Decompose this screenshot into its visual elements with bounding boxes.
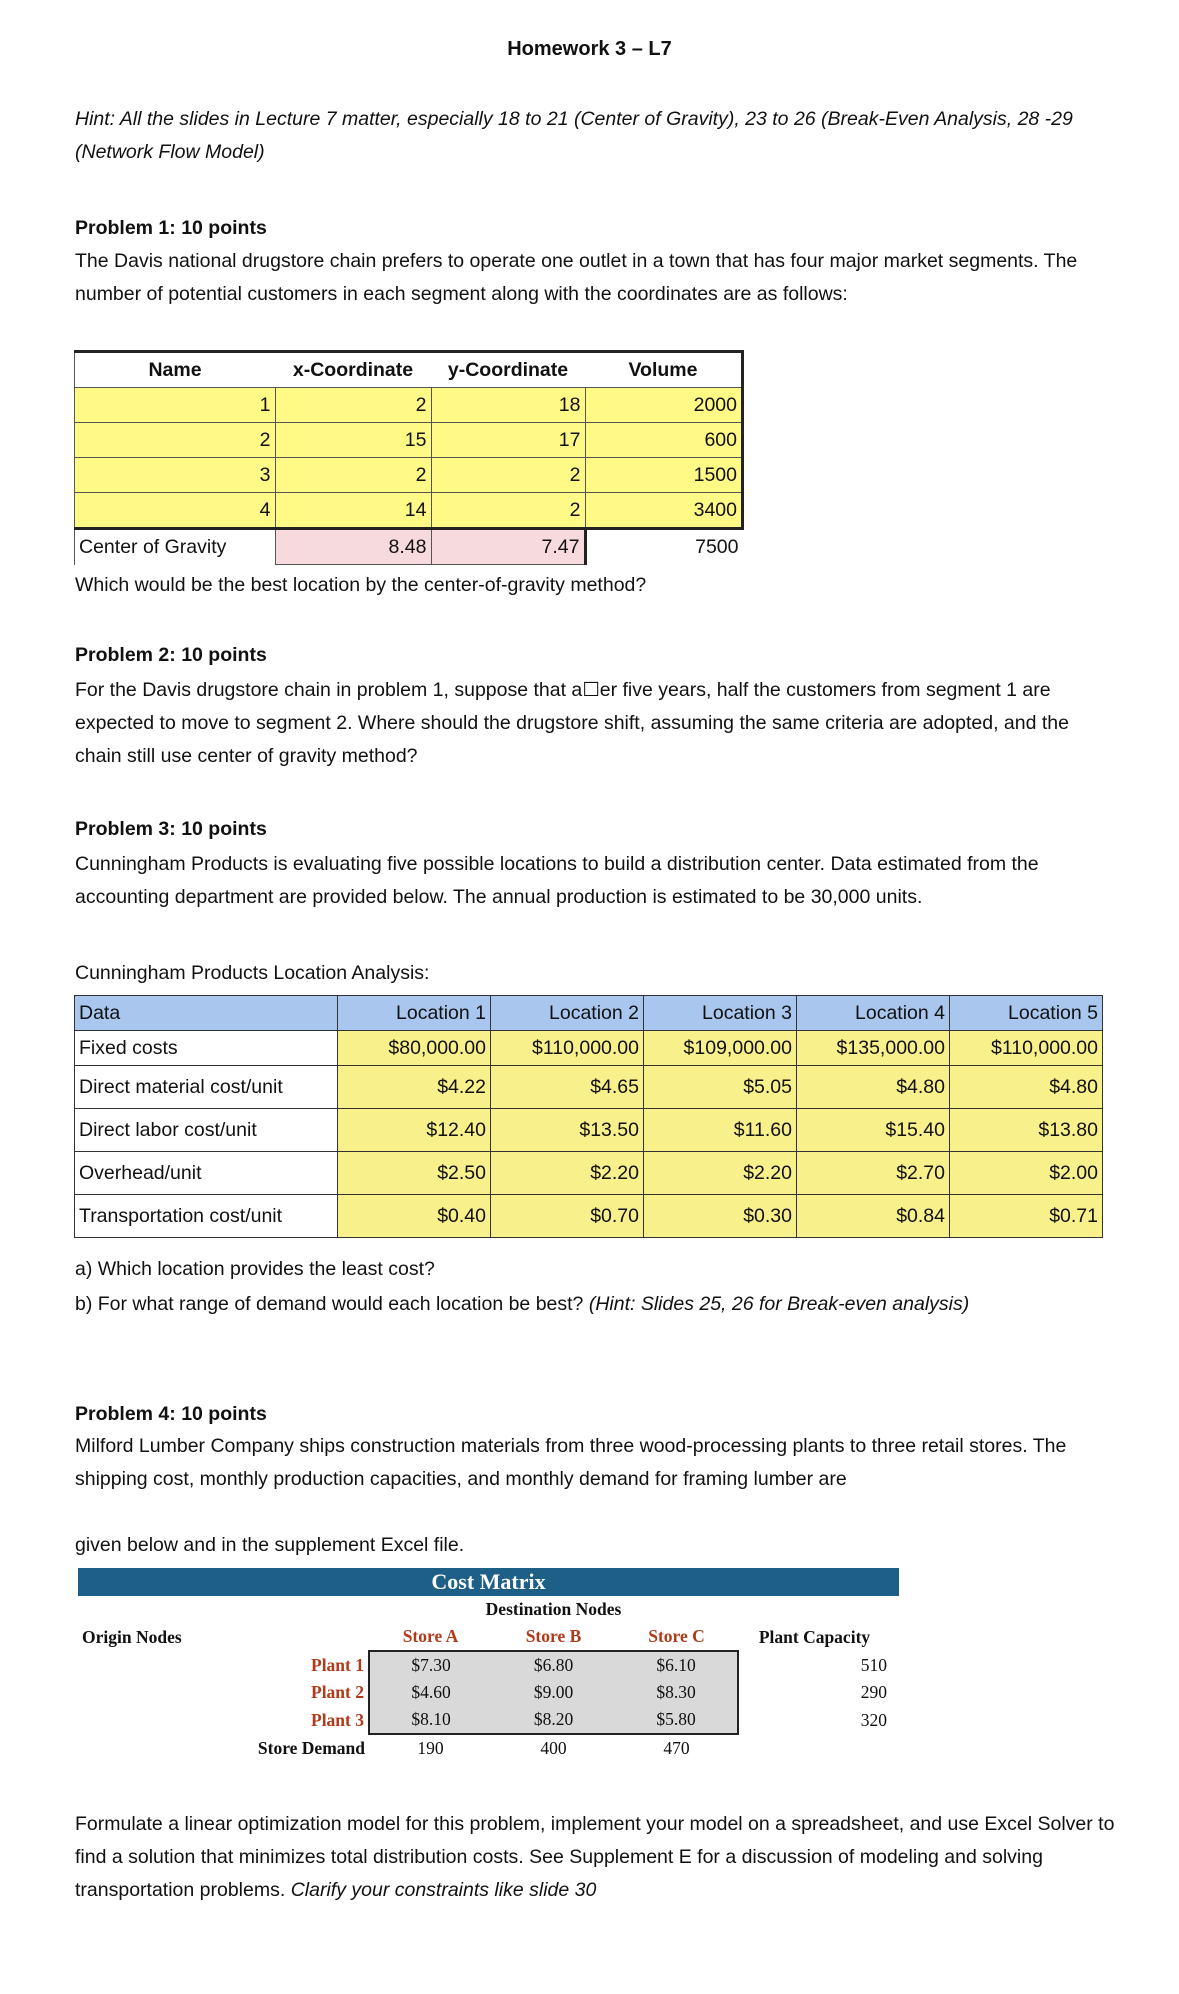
cell: $2.50 <box>338 1152 491 1195</box>
cell: 1 <box>75 388 276 423</box>
problem-4-heading: Problem 4: 10 points <box>75 1403 267 1425</box>
cell: $0.71 <box>950 1195 1103 1238</box>
cell: 3400 <box>585 493 743 529</box>
cell: $5.05 <box>644 1066 797 1109</box>
cell: 15 <box>275 423 431 458</box>
problem-2-text: For the Davis drugstore chain in problem 1, suppose that a☐er five years, half the customers from segment 1 are expected to move to segment 2. Where should the drugstore shift, assuming the same criteria are adopted, and the chain still use center of gravity method? <box>75 679 1069 767</box>
cell: 600 <box>585 423 743 458</box>
capacity-cell: 510 <box>860 1654 887 1675</box>
cell: 2 <box>431 458 585 493</box>
cell: 2 <box>431 493 585 529</box>
row-label: Transportation cost/unit <box>75 1195 338 1238</box>
destination-row <box>78 1596 899 1623</box>
cell: 2 <box>275 458 431 493</box>
header-name: Name <box>75 352 276 388</box>
table-row <box>75 1152 1103 1195</box>
header-location: Location 4 <box>797 996 950 1031</box>
cell: 2 <box>75 423 276 458</box>
header-x: x-Coordinate <box>275 352 431 388</box>
question-b-hint: (Hint: Slides 25, 26 for Break-even analysis) <box>588 1293 970 1315</box>
header-data: Data <box>75 996 338 1031</box>
problem-3-question-b <box>75 1288 1115 1321</box>
cell: 2000 <box>585 388 743 423</box>
problem-4-text-2: given below and in the supplement Excel file. <box>75 1534 465 1556</box>
problem-1-heading: Problem 1: 10 points <box>75 217 267 239</box>
table-row <box>78 1679 899 1706</box>
cog-result-row <box>75 529 743 565</box>
cell: $2.20 <box>644 1152 797 1195</box>
cost-cell: $9.00 <box>492 1679 615 1706</box>
cell: $12.40 <box>338 1109 491 1152</box>
cost-cell: $4.60 <box>369 1679 492 1706</box>
problem-1-question: Which would be the best location by the center-of-gravity method? <box>75 574 647 596</box>
cell: 18 <box>431 388 585 423</box>
destination-label: Destination Nodes <box>485 1599 622 1619</box>
cell: $0.84 <box>797 1195 950 1238</box>
location-analysis-table <box>74 995 1103 1238</box>
header-location: Location 2 <box>491 996 644 1031</box>
table-row <box>75 423 743 458</box>
table-row <box>75 1109 1103 1152</box>
store-header-row <box>78 1623 899 1651</box>
store-header: Store C <box>648 1626 705 1646</box>
demand-cell: 190 <box>417 1738 444 1758</box>
cost-cell: $8.20 <box>492 1706 615 1734</box>
table-row <box>78 1706 899 1734</box>
row-label: Fixed costs <box>75 1031 338 1066</box>
table-row <box>75 1031 1103 1066</box>
cell: $11.60 <box>644 1109 797 1152</box>
cost-cell: $5.80 <box>615 1706 738 1734</box>
cell: $0.30 <box>644 1195 797 1238</box>
plant-label: Plant 1 <box>78 1651 369 1679</box>
capacity-cell: 290 <box>860 1682 887 1702</box>
capacity-cell: 320 <box>860 1709 887 1730</box>
cog-header-row <box>75 352 743 388</box>
cost-matrix-title-row <box>78 1568 899 1596</box>
page-title: Homework 3 – L7 <box>507 38 672 60</box>
cell: $2.00 <box>950 1152 1103 1195</box>
cell: $4.80 <box>950 1066 1103 1109</box>
header-location: Location 3 <box>644 996 797 1031</box>
header-volume: Volume <box>585 352 743 388</box>
cell: $135,000.00 <box>797 1031 950 1066</box>
problem-4-text: Milford Lumber Company ships construction materials from three wood-processing plants to three retail stores. The shipping cost, monthly production capacities, and monthly demand for framing lumber are <box>75 1435 1067 1490</box>
cell: $4.80 <box>797 1066 950 1109</box>
plant-label: Plant 2 <box>78 1679 369 1706</box>
demand-cell: 470 <box>663 1738 690 1758</box>
cell: $109,000.00 <box>644 1031 797 1066</box>
header-y: y-Coordinate <box>431 352 585 388</box>
cost-cell: $6.10 <box>615 1651 738 1679</box>
cell: 1500 <box>585 458 743 493</box>
table-row <box>75 1195 1103 1238</box>
cell: 14 <box>275 493 431 529</box>
capacity-label: Plant Capacity <box>758 1626 871 1647</box>
header-location: Location 5 <box>950 996 1103 1031</box>
cog-label: Center of Gravity <box>75 529 276 565</box>
cost-cell: $7.30 <box>369 1651 492 1679</box>
table-row <box>75 1066 1103 1109</box>
cost-cell: $8.10 <box>369 1706 492 1734</box>
demand-label: Store Demand <box>257 1737 365 1758</box>
row-label: Direct labor cost/unit <box>75 1109 338 1152</box>
cell: 4 <box>75 493 276 529</box>
row-label: Overhead/unit <box>75 1152 338 1195</box>
store-header: Store A <box>402 1626 459 1646</box>
table-row <box>75 388 743 423</box>
closing-text: Formulate a linear optimization model for this problem, implement your model on a spreadsheet, and use Excel Solver to find a solution that minimizes total distribution costs. See Supplement E for a discussion of modeling and solving transportation problems. <box>75 1813 1115 1901</box>
cell: $0.40 <box>338 1195 491 1238</box>
cell: 3 <box>75 458 276 493</box>
origin-label: Origin Nodes <box>82 1626 182 1647</box>
cog-total: 7500 <box>585 529 743 565</box>
cell: $2.70 <box>797 1152 950 1195</box>
cell: $4.22 <box>338 1066 491 1109</box>
cost-matrix-title: Cost Matrix <box>78 1568 899 1596</box>
problem-1-text: The Davis national drugstore chain prefers to operate one outlet in a town that has four major market segments. The number of potential customers in each segment along with the coordinates are as follows: <box>75 250 1078 305</box>
cell: $0.70 <box>491 1195 644 1238</box>
cell: $15.40 <box>797 1109 950 1152</box>
closing-italic: Clarify your constraints like slide 30 <box>290 1879 597 1901</box>
cog-y: 7.47 <box>431 529 585 565</box>
cell: $110,000.00 <box>491 1031 644 1066</box>
cell: $13.80 <box>950 1109 1103 1152</box>
cell: 2 <box>275 388 431 423</box>
problem-3-caption: Cunningham Products Location Analysis: <box>75 962 430 984</box>
hint-text: Hint: All the slides in Lecture 7 matter, especially 18 to 21 (Center of Gravity), 23 to 26 (Break-Even Analysis, 28 -29 (Network Flow Model) <box>75 108 1073 163</box>
cell: $4.65 <box>491 1066 644 1109</box>
cell: $110,000.00 <box>950 1031 1103 1066</box>
cog-table <box>74 350 744 565</box>
problem-3-heading: Problem 3: 10 points <box>75 818 267 840</box>
cell: $80,000.00 <box>338 1031 491 1066</box>
problem-3-text: Cunningham Products is evaluating five possible locations to build a distribution center. Data estimated from the accounting department are provided below. The annual production is estimated to be 30,000 units. <box>75 853 1039 908</box>
cost-cell: $6.80 <box>492 1651 615 1679</box>
cost-cell: $8.30 <box>615 1679 738 1706</box>
problem-3-question-a: a) Which location provides the least cost? <box>75 1258 435 1280</box>
cell: $2.20 <box>491 1152 644 1195</box>
table-row <box>75 493 743 529</box>
question-b-text: b) For what range of demand would each location be best? <box>75 1293 589 1315</box>
cell: $13.50 <box>491 1109 644 1152</box>
cog-x: 8.48 <box>275 529 431 565</box>
demand-row <box>78 1734 899 1762</box>
plant-label: Plant 3 <box>78 1706 369 1734</box>
header-location: Location 1 <box>338 996 491 1031</box>
table-row <box>78 1651 899 1679</box>
row-label: Direct material cost/unit <box>75 1066 338 1109</box>
store-header: Store B <box>525 1626 582 1646</box>
problem-2-heading: Problem 2: 10 points <box>75 644 267 666</box>
problem-4-closing <box>75 1808 1115 1907</box>
table-row <box>75 458 743 493</box>
location-header-row <box>75 996 1103 1031</box>
cost-matrix-table <box>78 1568 899 1762</box>
cell: 17 <box>431 423 585 458</box>
demand-cell: 400 <box>540 1738 567 1758</box>
